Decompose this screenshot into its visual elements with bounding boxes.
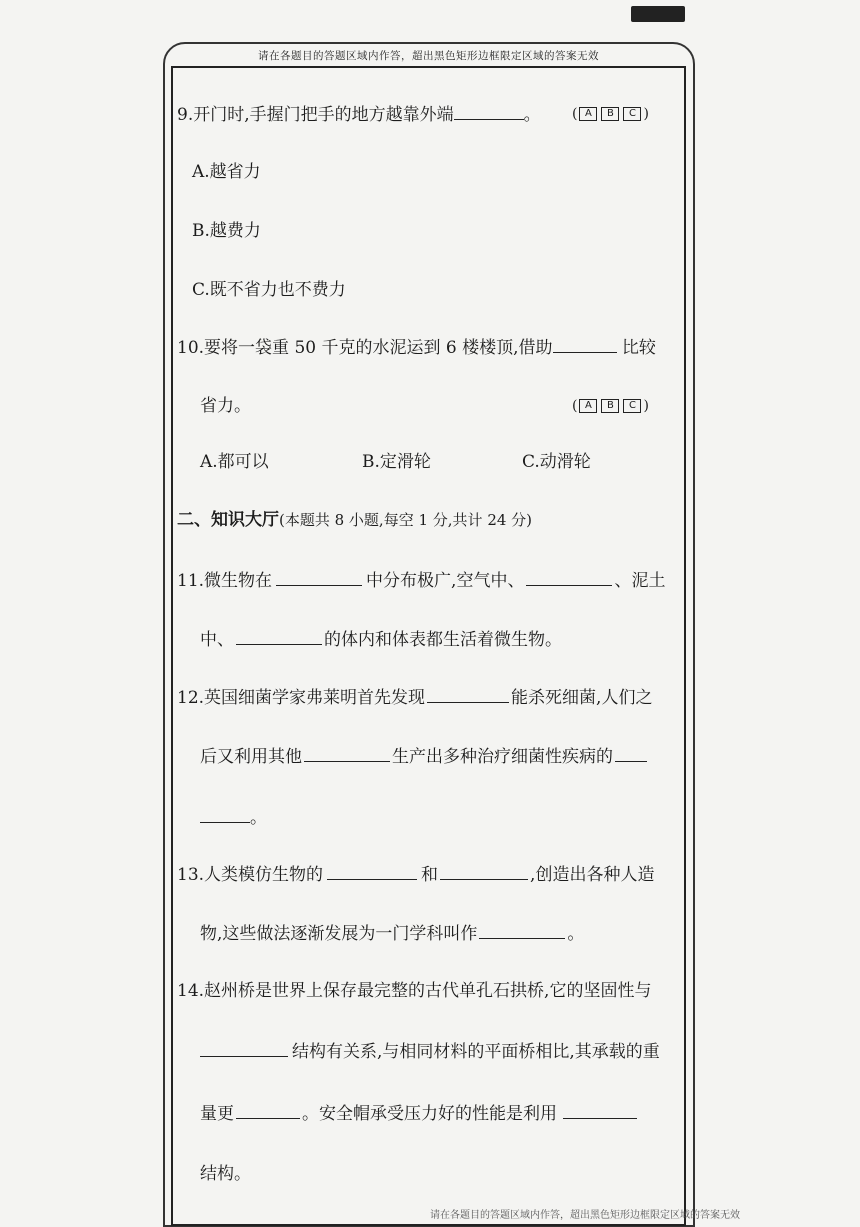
q10-stem: 10.要将一袋重 50 千克的水泥运到 6 楼楼顶,借助 (177, 338, 553, 358)
q9-choice-boxes: ( A B C ) (572, 106, 649, 122)
q10-option-a: A.都可以 (200, 452, 269, 472)
question-12-end (200, 806, 267, 829)
footer-instruction: 请在各题目的答题区域内作答，超出黑色矩形边框限定区域的答案无效 (430, 1210, 740, 1221)
question-13 (177, 863, 654, 886)
q13-text-5: 。 (567, 924, 585, 944)
q11-blank-1[interactable] (276, 569, 362, 586)
q10-stem-end: 比较 (621, 338, 656, 358)
q11-text-2: 中分布极广,空气中、 (366, 571, 525, 591)
q11-blank-2[interactable] (526, 569, 612, 586)
q14-blank-2[interactable] (236, 1102, 300, 1119)
q14-blank-1[interactable] (200, 1040, 288, 1057)
q9-option-c: C.既不省力也不费力 (192, 280, 346, 300)
choice-box-a[interactable]: A (579, 399, 597, 413)
choice-box-b[interactable]: B (601, 107, 619, 121)
q11-text-4: 中、 (200, 630, 234, 650)
q14-text-4: 。安全帽承受压力好的性能是利用 (302, 1104, 557, 1124)
q9-stem-end: 。 (523, 105, 541, 125)
question-14-end: 结构。 (200, 1164, 251, 1184)
q10-stem-cont: 省力。 (200, 396, 251, 416)
q14-text-2: 结构有关系,与相同材料的平面桥相比,其承载的重 (292, 1042, 660, 1062)
section-2-heading (177, 509, 532, 531)
question-12 (177, 686, 652, 709)
section-2-subtitle: (本题共 8 小题,每空 1 分,共计 24 分) (279, 511, 533, 529)
q10-option-c: C.动滑轮 (522, 452, 591, 472)
question-9 (177, 103, 541, 126)
choice-box-a[interactable]: A (579, 107, 597, 121)
q12-text-4: 生产出多种治疗细菌性疾病的 (392, 747, 613, 767)
q11-text-1: 11.微生物在 (177, 571, 273, 591)
corner-marker (631, 6, 685, 22)
question-14-cont-2 (200, 1102, 637, 1125)
choice-box-c[interactable]: C (623, 107, 641, 121)
q13-text-1: 13.人类模仿生物的 (177, 865, 324, 885)
q10-choice-boxes: ( A B C ) (572, 398, 649, 414)
q12-blank-3-cont[interactable] (200, 806, 250, 823)
question-13-cont (200, 922, 584, 945)
q13-text-4: 物,这些做法逐渐发展为一门学科叫作 (200, 924, 478, 944)
q12-blank-3[interactable] (615, 745, 647, 762)
q11-text-5: 的体内和体表都生活着微生物。 (324, 630, 562, 650)
choice-box-c[interactable]: C (623, 399, 641, 413)
question-11-cont (200, 628, 562, 651)
q13-text-3: ,创造出各种人造 (530, 865, 655, 885)
q9-stem: 9.开门时,手握门把手的地方越靠外端 (177, 105, 454, 125)
q12-text-1: 12.英国细菌学家弗莱明首先发现 (177, 688, 426, 708)
q12-blank-1[interactable] (427, 686, 509, 703)
q12-text-5: 。 (250, 808, 267, 828)
q14-text-3: 量更 (200, 1104, 234, 1124)
q12-text-2: 能杀死细菌,人们之 (511, 688, 653, 708)
question-12-cont (200, 745, 647, 768)
q9-option-b: B.越费力 (192, 221, 261, 241)
q13-blank-2[interactable] (440, 863, 528, 880)
q12-text-3: 后又利用其他 (200, 747, 302, 767)
q13-text-2: 和 (421, 865, 439, 885)
question-11 (177, 569, 665, 592)
q14-blank-3[interactable] (563, 1102, 637, 1119)
q10-option-b: B.定滑轮 (362, 452, 431, 472)
q10-blank[interactable] (553, 336, 617, 353)
q12-blank-2[interactable] (304, 745, 390, 762)
q13-blank-3[interactable] (479, 922, 565, 939)
q11-blank-3[interactable] (236, 628, 322, 645)
question-14-cont (200, 1040, 660, 1063)
choice-box-b[interactable]: B (601, 399, 619, 413)
q11-text-3: 、泥土 (614, 571, 666, 591)
q13-blank-1[interactable] (327, 863, 417, 880)
question-14: 14.赵州桥是世界上保存最完整的古代单孔石拱桥,它的坚固性与 (177, 981, 652, 1001)
question-10 (177, 336, 656, 359)
answer-instruction: 请在各题目的答题区域内作答，超出黑色矩形边框限定区域的答案无效 (258, 50, 599, 62)
q9-option-a: A.越省力 (192, 162, 261, 182)
section-2-title: 二、知识大厅 (177, 510, 279, 530)
q9-blank[interactable] (454, 103, 524, 120)
